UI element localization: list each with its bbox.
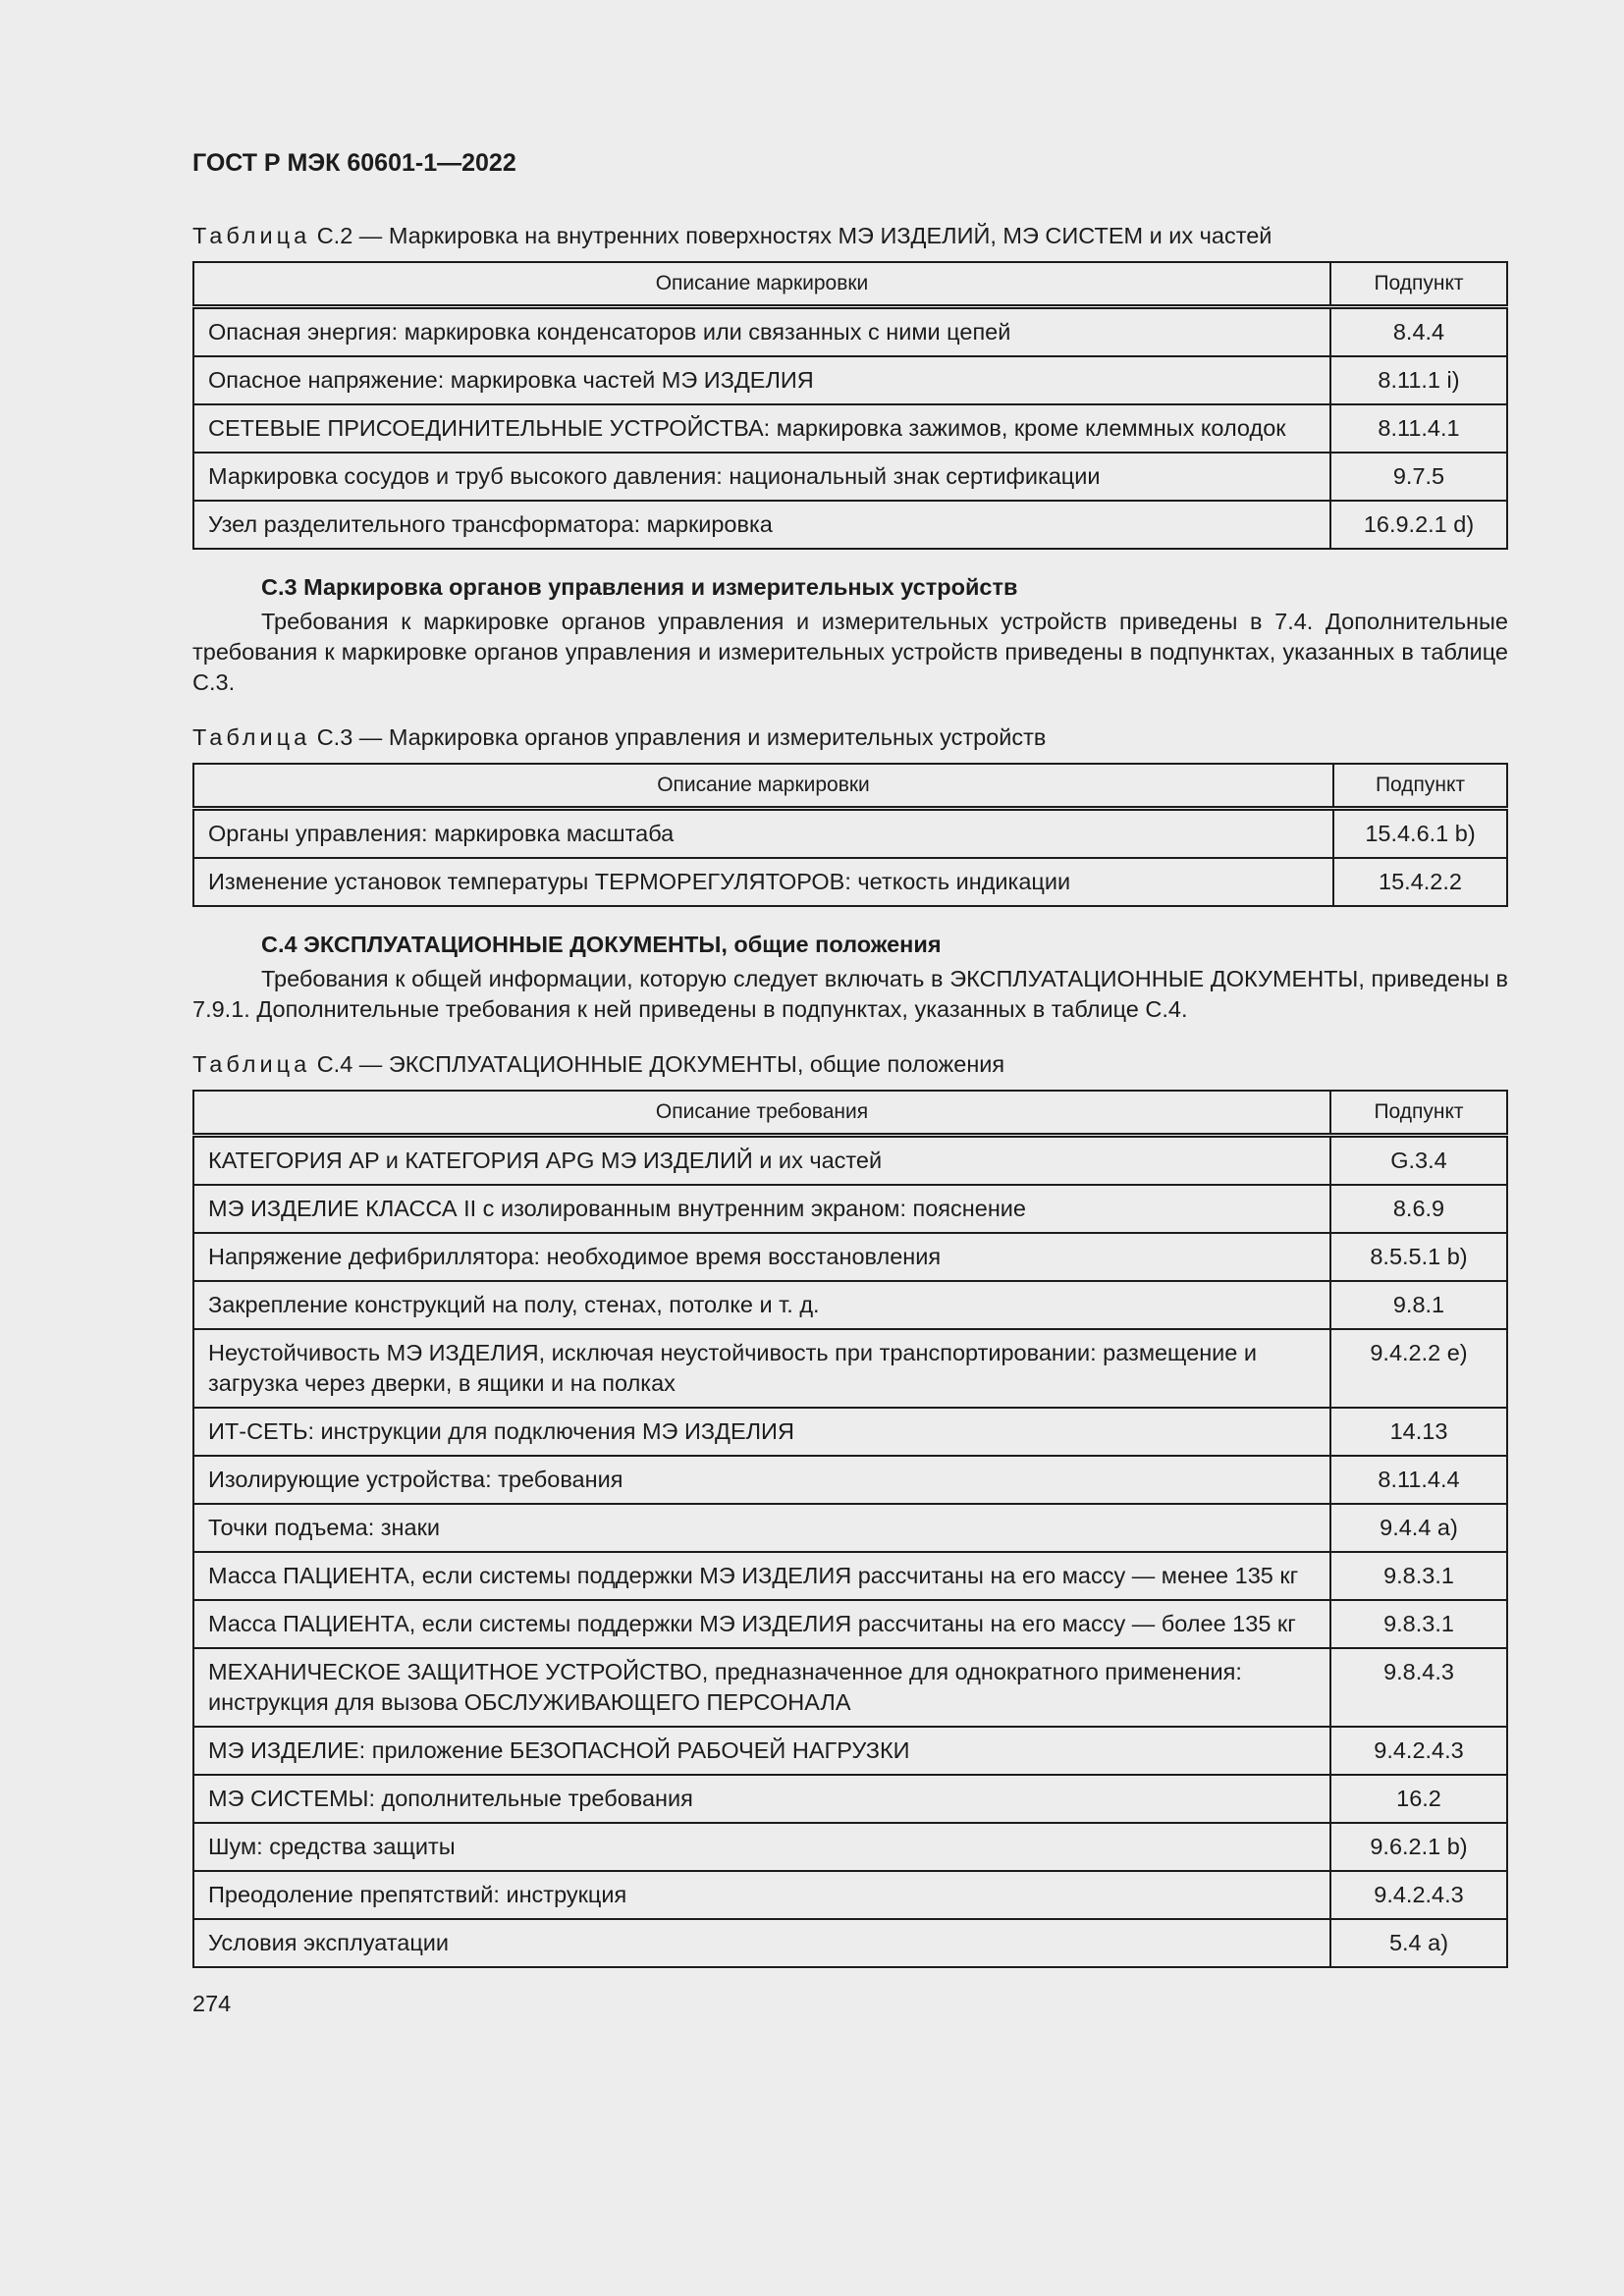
subclause-cell: 9.8.3.1 [1330, 1600, 1507, 1648]
table-c3-caption-text: C.3 — Маркировка органов управления и измерительных устройств [316, 724, 1047, 750]
table-row [193, 1823, 1507, 1871]
table-row [193, 1329, 1507, 1408]
requirement-description-cell: МЭ СИСТЕМЫ: дополнительные требования [193, 1775, 1330, 1823]
column-header-description: Описание маркировки [193, 764, 1333, 809]
table-c4-body [193, 1136, 1507, 1968]
section-c4-paragraph: Требования к общей информации, которую следует включать в ЭКСПЛУАТАЦИОННЫЕ ДОКУМЕНТЫ, приведены в 7.9.1. Дополнительные требования к ней приведены в подпунктах, указанных в таблице C.4. [192, 966, 1508, 1022]
table-row [193, 356, 1507, 404]
subclause-cell: 5.4 a) [1330, 1919, 1507, 1967]
subclause-cell: 16.2 [1330, 1775, 1507, 1823]
table-row [193, 1233, 1507, 1281]
table-c3-caption-label: Таблица [192, 724, 311, 750]
table-c3-caption [192, 721, 1508, 753]
table-c4 [192, 1090, 1508, 1968]
table-c2-caption-label: Таблица [192, 223, 311, 248]
requirement-description-cell: Изолирующие устройства: требования [193, 1456, 1330, 1504]
requirement-description-cell: Органы управления: маркировка масштаба [193, 809, 1333, 859]
document-page [192, 145, 1508, 2019]
subclause-cell: 9.7.5 [1330, 453, 1507, 501]
subclause-cell: 9.4.2.4.3 [1330, 1871, 1507, 1919]
requirement-description-cell: МЭ ИЗДЕЛИЕ: приложение БЕЗОПАСНОЙ РАБОЧЕЙ НАГРУЗКИ [193, 1727, 1330, 1775]
column-header-description: Описание маркировки [193, 262, 1330, 307]
requirement-description-cell: Масса ПАЦИЕНТА, если системы поддержки МЭ ИЗДЕЛИЯ рассчитаны на его массу — менее 135 кг [193, 1552, 1330, 1600]
requirement-description-cell: Неустойчивость МЭ ИЗДЕЛИЯ, исключая неустойчивость при транспортировании: размещение и загрузка через дверки, в ящики и на полках [193, 1329, 1330, 1408]
table-c4-caption-label: Таблица [192, 1051, 311, 1077]
requirement-description-cell: Точки подъема: знаки [193, 1504, 1330, 1552]
requirement-description-cell: Условия эксплуатации [193, 1919, 1330, 1967]
requirement-description-cell: Опасное напряжение: маркировка частей МЭ ИЗДЕЛИЯ [193, 356, 1330, 404]
table-row [193, 1408, 1507, 1456]
table-row [193, 1648, 1507, 1727]
table-c3-body [193, 809, 1507, 907]
requirement-description-cell: Опасная энергия: маркировка конденсаторов или связанных с ними цепей [193, 307, 1330, 357]
table-row [193, 453, 1507, 501]
column-header-subclause: Подпункт [1333, 764, 1507, 809]
subclause-cell: 15.4.6.1 b) [1333, 809, 1507, 859]
table-row [193, 1456, 1507, 1504]
section-c4-heading: C.4 ЭКСПЛУАТАЦИОННЫЕ ДОКУМЕНТЫ, общие положения [261, 932, 942, 957]
table-row [193, 1871, 1507, 1919]
table-row [193, 1185, 1507, 1233]
table-c4-caption-text: C.4 — ЭКСПЛУАТАЦИОННЫЕ ДОКУМЕНТЫ, общие положения [316, 1051, 1005, 1077]
requirement-description-cell: МЕХАНИЧЕСКОЕ ЗАЩИТНОЕ УСТРОЙСТВО, предназначенное для однократного применения: инструкция для вызова ОБСЛУЖИВАЮЩЕГО ПЕРСОНАЛА [193, 1648, 1330, 1727]
table-row [193, 307, 1507, 357]
subclause-cell: 8.11.4.4 [1330, 1456, 1507, 1504]
table-row [193, 809, 1507, 859]
subclause-cell: 9.8.4.3 [1330, 1648, 1507, 1727]
table-header-row [193, 262, 1507, 307]
requirement-description-cell: Изменение установок температуры ТЕРМОРЕГУЛЯТОРОВ: четкость индикации [193, 858, 1333, 906]
requirement-description-cell: Напряжение дефибриллятора: необходимое время восстановления [193, 1233, 1330, 1281]
subclause-cell: 8.5.5.1 b) [1330, 1233, 1507, 1281]
requirement-description-cell: СЕТЕВЫЕ ПРИСОЕДИНИТЕЛЬНЫЕ УСТРОЙСТВА: маркировка зажимов, кроме клеммных колодок [193, 404, 1330, 453]
table-row [193, 1281, 1507, 1329]
table-row [193, 1919, 1507, 1967]
subclause-cell: 8.11.1 i) [1330, 356, 1507, 404]
table-row [193, 1600, 1507, 1648]
subclause-cell: 8.11.4.1 [1330, 404, 1507, 453]
requirement-description-cell: Преодоление препятствий: инструкция [193, 1871, 1330, 1919]
table-header-row [193, 764, 1507, 809]
table-row [193, 404, 1507, 453]
subclause-cell: 14.13 [1330, 1408, 1507, 1456]
table-row [193, 1727, 1507, 1775]
table-c2-body [193, 307, 1507, 550]
table-c2-caption-text: C.2 — Маркировка на внутренних поверхностях МЭ ИЗДЕЛИЙ, МЭ СИСТЕМ и их частей [316, 223, 1272, 248]
subclause-cell: 16.9.2.1 d) [1330, 501, 1507, 549]
table-c2-caption [192, 220, 1508, 251]
subclause-cell: 9.4.2.2 e) [1330, 1329, 1507, 1408]
subclause-cell: G.3.4 [1330, 1136, 1507, 1186]
table-c2 [192, 261, 1508, 550]
document-title: ГОСТ Р МЭК 60601-1—2022 [192, 149, 516, 177]
table-row [193, 1136, 1507, 1186]
requirement-description-cell: Масса ПАЦИЕНТА, если системы поддержки МЭ ИЗДЕЛИЯ рассчитаны на его массу — более 135 кг [193, 1600, 1330, 1648]
subclause-cell: 8.6.9 [1330, 1185, 1507, 1233]
subclause-cell: 9.4.2.4.3 [1330, 1727, 1507, 1775]
table-c3 [192, 763, 1508, 907]
table-c4-caption [192, 1048, 1508, 1080]
table-row [193, 1504, 1507, 1552]
table-row [193, 858, 1507, 906]
requirement-description-cell: Маркировка сосудов и труб высокого давления: национальный знак сертификации [193, 453, 1330, 501]
subclause-cell: 9.8.1 [1330, 1281, 1507, 1329]
table-row [193, 1775, 1507, 1823]
requirement-description-cell: ИТ-СЕТЬ: инструкции для подключения МЭ ИЗДЕЛИЯ [193, 1408, 1330, 1456]
requirement-description-cell: Шум: средства защиты [193, 1823, 1330, 1871]
column-header-description: Описание требования [193, 1091, 1330, 1136]
table-row [193, 1552, 1507, 1600]
requirement-description-cell: КАТЕГОРИЯ AP и КАТЕГОРИЯ APG МЭ ИЗДЕЛИЙ и их частей [193, 1136, 1330, 1186]
section-c3-paragraph: Требования к маркировке органов управления и измерительных устройств приведены в 7.4. Дополнительные требования к маркировке органов управления и измерительных устройств приведены в подпунктах, указанных в таблице C.3. [192, 609, 1508, 695]
table-row [193, 501, 1507, 549]
requirement-description-cell: Закрепление конструкций на полу, стенах, потолке и т. д. [193, 1281, 1330, 1329]
subclause-cell: 15.4.2.2 [1333, 858, 1507, 906]
subclause-cell: 9.4.4 a) [1330, 1504, 1507, 1552]
subclause-cell: 9.8.3.1 [1330, 1552, 1507, 1600]
requirement-description-cell: Узел разделительного трансформатора: маркировка [193, 501, 1330, 549]
column-header-subclause: Подпункт [1330, 1091, 1507, 1136]
page-number: 274 [192, 1991, 232, 2016]
requirement-description-cell: МЭ ИЗДЕЛИЕ КЛАССА II с изолированным внутренним экраном: пояснение [193, 1185, 1330, 1233]
column-header-subclause: Подпункт [1330, 262, 1507, 307]
table-header-row [193, 1091, 1507, 1136]
subclause-cell: 8.4.4 [1330, 307, 1507, 357]
subclause-cell: 9.6.2.1 b) [1330, 1823, 1507, 1871]
section-c3-heading: C.3 Маркировка органов управления и измерительных устройств [261, 574, 1018, 600]
